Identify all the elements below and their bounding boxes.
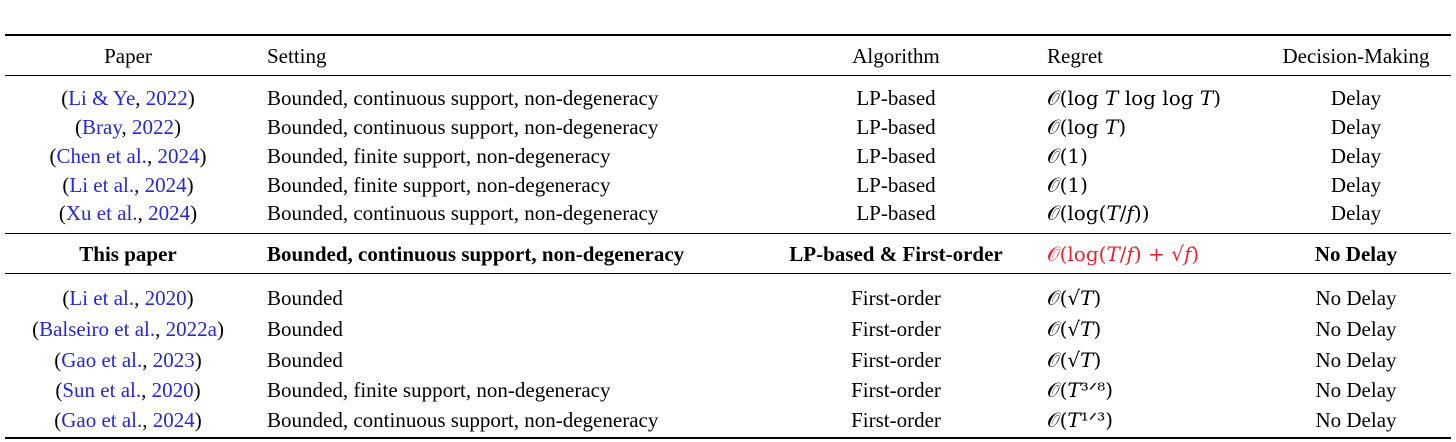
setting-cell: Bounded, continuous support, non-degeneracy	[267, 86, 659, 110]
setting-cell: Bounded, finite support, non-degeneracy	[267, 144, 611, 168]
decision-cell: No Delay	[1315, 348, 1397, 372]
setting-cell: Bounded, continuous support, non-degeneracy	[267, 115, 659, 139]
citation-author-link[interactable]: Bray	[82, 115, 122, 139]
regret-cell: 𝒪(√𝑇)	[1047, 286, 1102, 310]
decision-cell: No Delay	[1314, 242, 1398, 266]
bottom-rule	[5, 437, 1451, 439]
algorithm-cell: LP-based	[856, 86, 936, 110]
citation-year-link[interactable]: 2024	[144, 173, 187, 197]
paper-citation: (Gao et al., 2024)	[54, 408, 202, 432]
citation-year-link[interactable]: 2024	[148, 201, 191, 225]
decision-cell: Delay	[1330, 173, 1382, 197]
algorithm-cell: LP-based & First-order	[789, 242, 1003, 266]
header-decision: Decision-Making	[1282, 44, 1430, 68]
header-regret: Regret	[1047, 44, 1103, 68]
paper-citation: (Bray, 2022)	[75, 115, 181, 139]
citation-author-link[interactable]: Gao et al.	[61, 408, 143, 432]
citation-year-link[interactable]: 2020	[144, 286, 187, 310]
citation-year-link[interactable]: 2024	[152, 408, 195, 432]
setting-cell: Bounded, continuous support, non-degeneracy	[267, 242, 685, 266]
regret-cell: 𝒪(𝑇³ᐟ⁸)	[1047, 378, 1114, 402]
citation-year-link[interactable]: 2023	[152, 348, 195, 372]
decision-cell: No Delay	[1315, 408, 1397, 432]
decision-cell: No Delay	[1315, 286, 1397, 310]
algorithm-cell: LP-based	[856, 201, 936, 225]
regret-cell: 𝒪(1)	[1047, 173, 1088, 197]
paper-citation: (Balseiro et al., 2022a)	[32, 317, 224, 341]
regret-cell: 𝒪(𝑇¹ᐟ³)	[1047, 408, 1114, 432]
paper-citation: (Li & Ye, 2022)	[61, 86, 195, 110]
header-setting: Setting	[267, 44, 327, 68]
paper-citation: (Li et al., 2024)	[62, 173, 194, 197]
decision-cell: Delay	[1330, 86, 1382, 110]
regret-cell: 𝒪(1)	[1047, 144, 1088, 168]
regret-cell: 𝒪(log 𝑇)	[1047, 115, 1127, 139]
paper-citation: (Gao et al., 2023)	[54, 348, 202, 372]
citation-author-link[interactable]: Chen et al.	[56, 144, 147, 168]
algorithm-cell: First-order	[851, 286, 941, 310]
decision-cell: Delay	[1330, 115, 1382, 139]
decision-cell: Delay	[1330, 201, 1382, 225]
setting-cell: Bounded	[267, 317, 343, 341]
paper-citation: (Sun et al., 2020)	[55, 378, 201, 402]
top-rule	[5, 34, 1451, 36]
paper-citation: (Chen et al., 2024)	[49, 144, 207, 168]
paper-citation: (Xu et al., 2024)	[58, 201, 198, 225]
regret-cell: 𝒪(log(𝑇/𝑓))	[1047, 201, 1150, 225]
header-algorithm: Algorithm	[852, 44, 940, 68]
citation-year-link[interactable]: 2022	[131, 115, 174, 139]
citation-author-link[interactable]: Xu et al.	[65, 201, 138, 225]
setting-cell: Bounded, finite support, non-degeneracy	[267, 378, 611, 402]
citation-author-link[interactable]: Sun et al.	[62, 378, 142, 402]
citation-year-link[interactable]: 2020	[151, 378, 194, 402]
decision-cell: Delay	[1330, 144, 1382, 168]
citation-author-link[interactable]: Li & Ye	[68, 86, 136, 110]
citation-year-link[interactable]: 2022	[145, 86, 188, 110]
algorithm-cell: LP-based	[856, 115, 936, 139]
header-rule	[5, 75, 1451, 76]
setting-cell: Bounded, continuous support, non-degeneracy	[267, 408, 659, 432]
paper-cell: This paper	[79, 242, 177, 266]
paper-citation: (Li et al., 2020)	[62, 286, 194, 310]
group-rule-2	[5, 273, 1451, 274]
header-paper: Paper	[104, 44, 152, 68]
citation-year-link[interactable]: 2024	[157, 144, 200, 168]
algorithm-cell: LP-based	[856, 173, 936, 197]
algorithm-cell: First-order	[851, 408, 941, 432]
algorithm-cell: First-order	[851, 378, 941, 402]
setting-cell: Bounded	[267, 286, 343, 310]
group-rule-1	[5, 233, 1451, 234]
setting-cell: Bounded, finite support, non-degeneracy	[267, 173, 611, 197]
citation-author-link[interactable]: Balseiro et al.	[39, 317, 156, 341]
citation-author-link[interactable]: Gao et al.	[61, 348, 143, 372]
decision-cell: No Delay	[1315, 317, 1397, 341]
regret-cell-highlight: 𝒪(log(𝑇/𝑓) + √𝑓)	[1047, 242, 1200, 266]
algorithm-cell: First-order	[851, 317, 941, 341]
algorithm-cell: First-order	[851, 348, 941, 372]
setting-cell: Bounded	[267, 348, 343, 372]
setting-cell: Bounded, continuous support, non-degeneracy	[267, 201, 659, 225]
decision-cell: No Delay	[1315, 378, 1397, 402]
citation-year-link[interactable]: 2022a	[165, 317, 217, 341]
regret-cell: 𝒪(√𝑇)	[1047, 348, 1102, 372]
citation-author-link[interactable]: Li et al.	[69, 286, 135, 310]
citation-author-link[interactable]: Li et al.	[69, 173, 135, 197]
algorithm-cell: LP-based	[856, 144, 936, 168]
regret-cell: 𝒪(√𝑇)	[1047, 317, 1102, 341]
regret-cell: 𝒪(log 𝑇 log log 𝑇)	[1047, 86, 1222, 110]
